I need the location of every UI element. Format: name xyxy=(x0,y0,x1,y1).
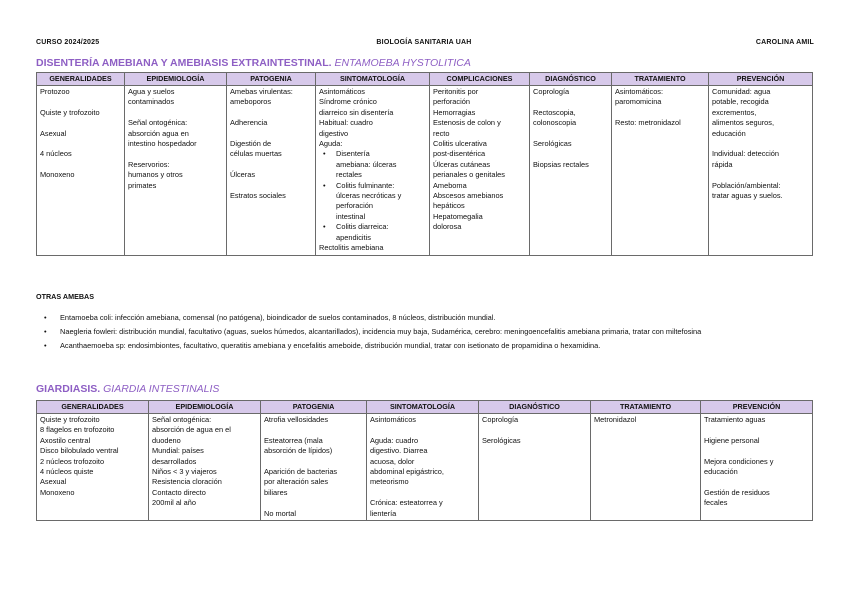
cell-line: rectales xyxy=(336,170,362,180)
cell-line: Colitis ulcerativa xyxy=(433,139,487,149)
spacer xyxy=(128,149,223,159)
cell-line: amebiana: úlceras xyxy=(336,159,397,169)
spacer xyxy=(712,170,809,180)
spacer xyxy=(40,118,121,128)
cell-line: Peritonitis por xyxy=(433,87,479,96)
cell-line: Mejora condiciones y xyxy=(704,456,774,466)
column-header-patogenia: PATOGENIA xyxy=(261,401,367,414)
other-amebas-title: OTRAS AMEBAS xyxy=(36,292,95,301)
cell-line: Asintomáticos: xyxy=(615,87,664,96)
cell-line: Habitual: cuadro xyxy=(319,118,373,128)
section2-title-species: GIARDIA INTESTINALIS xyxy=(103,383,220,395)
cell-line: por alteración sales xyxy=(264,477,329,487)
other-amebas-list xyxy=(36,312,816,353)
other-amebas-item: • Acanthaemoeba sp: endosimbiontes, facultativo, queratitis amebiana y encefalitis ameboide, distribución mundial, tratar con isetionato de propamidina o hexamidina. xyxy=(36,340,816,352)
spacer xyxy=(264,425,363,435)
t1-complicaciones-cell xyxy=(430,86,530,256)
cell-line: Asexual xyxy=(40,128,67,138)
cell-line: digestivo xyxy=(319,128,349,138)
cell-line: primates xyxy=(128,180,157,190)
amebiasis-table-row xyxy=(37,86,813,256)
cell-line: tratar aguas y suelos. xyxy=(712,191,783,201)
cell-line: Quiste y trofozoito xyxy=(40,415,100,424)
cell-line: Aguda: xyxy=(319,139,343,149)
cell-line: dolorosa xyxy=(433,222,462,232)
column-header-generalidades: GENERALIDADES xyxy=(37,401,149,414)
t1-epidemiologia-cell xyxy=(125,86,227,256)
spacer xyxy=(533,149,608,159)
cell-line: Adherencia xyxy=(230,118,268,128)
spacer xyxy=(230,108,312,118)
t2-patogenia-cell xyxy=(261,414,367,521)
t2-epidemiologia-cell xyxy=(149,414,261,521)
t2-tratamiento-cell xyxy=(591,414,701,521)
spacer xyxy=(615,108,705,118)
column-header-diagnostico: DIAGNÓSTICO xyxy=(530,73,612,86)
spacer xyxy=(128,108,223,118)
cell-line: Biopsias rectales xyxy=(533,159,589,169)
column-header-prevencion: PREVENCIÓN xyxy=(701,401,813,414)
cell-line: Abscesos amebianos xyxy=(433,191,504,201)
cell-line: Población/ambiental: xyxy=(712,180,781,190)
cell-line: recto xyxy=(433,128,450,138)
cell-line: Digestión de xyxy=(230,139,272,148)
cell-line: Monoxeno xyxy=(40,487,75,497)
section2-title-main: GIARDIASIS. xyxy=(36,383,101,395)
t2-generalidades-cell xyxy=(37,414,149,521)
cell-line: Metronidazol xyxy=(594,415,637,424)
cell-line: Niños < 3 y viajeros xyxy=(152,467,217,477)
cell-line: fecales xyxy=(704,498,728,508)
cell-line: Gestión de residuos xyxy=(704,487,770,497)
spacer xyxy=(370,425,475,435)
spacer xyxy=(533,129,608,139)
spacer xyxy=(712,139,809,149)
column-header-epidemiologia: EPIDEMIOLOGÍA xyxy=(149,401,261,414)
cell-line: acuosa, dolor xyxy=(370,456,415,466)
section1-title xyxy=(36,57,471,69)
other-amebas-item: • Naegleria fowleri: distribución mundial, facultativo (aguas, suelos húmedos, alcantarillados), incidencia muy baja, Sudamérica, cerebro: meningoencefalitis amebiana primaria, tratar con miltefosina xyxy=(36,326,816,338)
cell-line: Protozoo xyxy=(40,87,70,96)
subject-label: BIOLOGÍA SANITARIA UAH xyxy=(376,39,472,46)
t1-diagnostico-cell xyxy=(530,86,612,256)
cell-line: úlceras necróticas y xyxy=(336,191,402,201)
cell-line: abdominal epigástrico, xyxy=(370,467,444,477)
cell-line: contaminados xyxy=(128,97,175,107)
cell-line: excrementos, xyxy=(712,107,757,117)
spacer xyxy=(704,477,809,487)
section1-title-main: DISENTERÍA AMEBIANA Y AMEBIASIS EXTRAINTESTINAL. xyxy=(36,57,332,69)
cell-line: 200mil al año xyxy=(152,498,196,508)
spacer xyxy=(40,97,121,107)
course-label: CURSO 2024/2025 xyxy=(36,39,100,46)
cell-line: 4 núcleos xyxy=(40,149,72,159)
cell-line: Amebas virulentas: xyxy=(230,87,293,96)
cell-line: absorción de agua en el xyxy=(152,425,231,435)
cell-line: Señal ontogénica: xyxy=(152,415,212,424)
cell-line: intestinal xyxy=(336,211,366,221)
giardiasis-table xyxy=(36,400,813,521)
cell-line: Estenosis de colon y xyxy=(433,118,501,128)
cell-line: Monoxeno xyxy=(40,170,75,180)
cell-line: Esteatorrea (mala xyxy=(264,435,323,445)
t2-diagnostico-cell xyxy=(479,414,591,521)
column-header-sintomatologia: SINTOMATOLOGÍA xyxy=(367,401,479,414)
cell-line: digestivo. Diarrea xyxy=(370,446,428,456)
spacer xyxy=(264,498,363,508)
column-header-complicaciones: COMPLICACIONES xyxy=(430,73,530,86)
cell-line: Estratos sociales xyxy=(230,191,286,200)
cell-line: Resistencia cloración xyxy=(152,477,222,487)
t2-prevencion-cell xyxy=(701,414,813,521)
cell-line: educación xyxy=(712,128,746,138)
cell-line: Quiste y trofozoito xyxy=(40,107,100,117)
author-label: CAROLINA AMIL xyxy=(755,39,814,46)
bullet-item: • Colitis diarreica: xyxy=(319,222,426,232)
cell-line: Aguda: cuadro xyxy=(370,435,419,445)
cell-line: intestino hospedador xyxy=(128,139,197,149)
cell-line: potable, recogida xyxy=(712,97,769,107)
spacer xyxy=(533,97,608,107)
cell-line: Úlceras cutáneas xyxy=(433,159,491,169)
cell-line: educación xyxy=(704,467,738,476)
cell-line: paromomicina xyxy=(615,97,662,107)
cell-line: Úlceras xyxy=(230,170,256,180)
cell-line: Coprología xyxy=(533,87,570,96)
cell-line: Hepatomegalia xyxy=(433,211,483,221)
cell-line: Comunidad: agua xyxy=(712,87,771,96)
section2-title xyxy=(36,383,219,395)
other-amebas-item: • Entamoeba coli: infección amebiana, comensal (no patógena), bioindicador de suelos contaminados, 8 núcleos, distribución mundial. xyxy=(36,312,816,324)
cell-line: 4 núcleos quiste xyxy=(40,467,94,477)
cell-line: Atrofia vellosidades xyxy=(264,415,329,424)
cell-line: Reservorios: xyxy=(128,159,170,169)
column-header-epidemiologia: EPIDEMIOLOGÍA xyxy=(125,73,227,86)
amebiasis-table xyxy=(36,72,813,256)
cell-line: apendicitis xyxy=(336,232,371,242)
cell-line: perianales o genitales xyxy=(433,170,505,180)
cell-line: Axostilo central xyxy=(40,435,91,445)
cell-line: lientería xyxy=(370,508,397,518)
cell-line: Asexual xyxy=(40,477,67,487)
cell-line: duodeno xyxy=(152,435,181,445)
spacer xyxy=(230,181,312,191)
t1-generalidades-cell xyxy=(37,86,125,256)
giardiasis-table-header xyxy=(37,401,813,414)
spacer xyxy=(40,139,121,149)
cell-line: perforación xyxy=(433,97,470,107)
t1-patogenia-cell xyxy=(227,86,316,256)
bullet-item: • Colitis fulminante: xyxy=(319,181,426,191)
cell-line: biliares xyxy=(264,487,288,497)
column-header-generalidades: GENERALIDADES xyxy=(37,73,125,86)
spacer xyxy=(482,425,587,435)
cell-line: desarrollados xyxy=(152,456,197,466)
cell-line: humanos y otros xyxy=(128,170,183,180)
spacer xyxy=(370,488,475,498)
cell-line: Serológicas xyxy=(482,435,521,445)
t1-tratamiento-cell xyxy=(612,86,709,256)
column-header-tratamiento: TRATAMIENTO xyxy=(612,73,709,86)
cell-line: Rectolitis amebiana xyxy=(319,243,384,253)
cell-line: Asintomáticos xyxy=(370,415,417,424)
spacer xyxy=(40,160,121,170)
cell-line: Individual: detección xyxy=(712,149,779,159)
cell-line: Señal ontogénica: xyxy=(128,118,188,128)
cell-line: colonoscopia xyxy=(533,118,577,128)
t2-sintomatologia-cell xyxy=(367,414,479,521)
amebiasis-table-header xyxy=(37,73,813,86)
column-header-prevencion: PREVENCIÓN xyxy=(709,73,813,86)
cell-line: Mundial: países xyxy=(152,446,204,456)
cell-line: No mortal xyxy=(264,508,297,518)
cell-line: Rectoscopia, xyxy=(533,107,576,117)
cell-line: Síndrome crónico xyxy=(319,97,377,107)
cell-line: hepáticos xyxy=(433,201,465,211)
cell-line: Hemorragias xyxy=(433,107,476,117)
cell-line: alimentos seguros, xyxy=(712,118,775,128)
spacer xyxy=(704,425,809,435)
cell-line: meteorismo xyxy=(370,477,409,487)
cell-line: 2 núcleos trofozoito xyxy=(40,456,105,466)
column-header-patogenia: PATOGENIA xyxy=(227,73,316,86)
spacer xyxy=(264,457,363,467)
cell-line: células muertas xyxy=(230,149,282,159)
section1-title-species: ENTAMOEBA HYSTOLITICA xyxy=(334,57,471,69)
cell-line: ameboporos xyxy=(230,97,272,107)
cell-line: 8 flagelos en trofozoito xyxy=(40,425,115,435)
cell-line: absorción de lípidos) xyxy=(264,446,333,456)
spacer xyxy=(230,129,312,139)
cell-line: perforación xyxy=(336,201,373,211)
cell-line: Disco bilobulado ventral xyxy=(40,446,119,456)
spacer xyxy=(230,160,312,170)
cell-line: Coprología xyxy=(482,415,519,424)
cell-line: Serológicas xyxy=(533,139,572,148)
column-header-sintomatologia: SINTOMATOLOGÍA xyxy=(316,73,430,86)
cell-line: Asintomáticos xyxy=(319,87,366,96)
cell-line: rápida xyxy=(712,159,733,169)
cell-line: post-disentérica xyxy=(433,149,486,159)
cell-line: Contacto directo xyxy=(152,487,206,497)
column-header-diagnostico: DIAGNÓSTICO xyxy=(479,401,591,414)
cell-line: Aparición de bacterias xyxy=(264,467,338,476)
cell-line: Higiene personal xyxy=(704,435,760,445)
bullet-item: • Disentería xyxy=(319,149,426,159)
t1-prevencion-cell xyxy=(709,86,813,256)
cell-line: diarreico sin disentería xyxy=(319,107,394,117)
cell-line: Resto: metronidazol xyxy=(615,118,681,128)
column-header-tratamiento: TRATAMIENTO xyxy=(591,401,701,414)
cell-line: absorción agua en xyxy=(128,128,189,138)
cell-line: Agua y suelos xyxy=(128,87,175,96)
cell-line: Tratamiento aguas xyxy=(704,415,766,424)
giardiasis-table-row xyxy=(37,414,813,521)
t1-sintomatologia-cell xyxy=(316,86,430,256)
cell-line: Ameboma xyxy=(433,180,467,190)
cell-line: Crónica: esteatorrea y xyxy=(370,498,443,508)
spacer xyxy=(704,446,809,456)
